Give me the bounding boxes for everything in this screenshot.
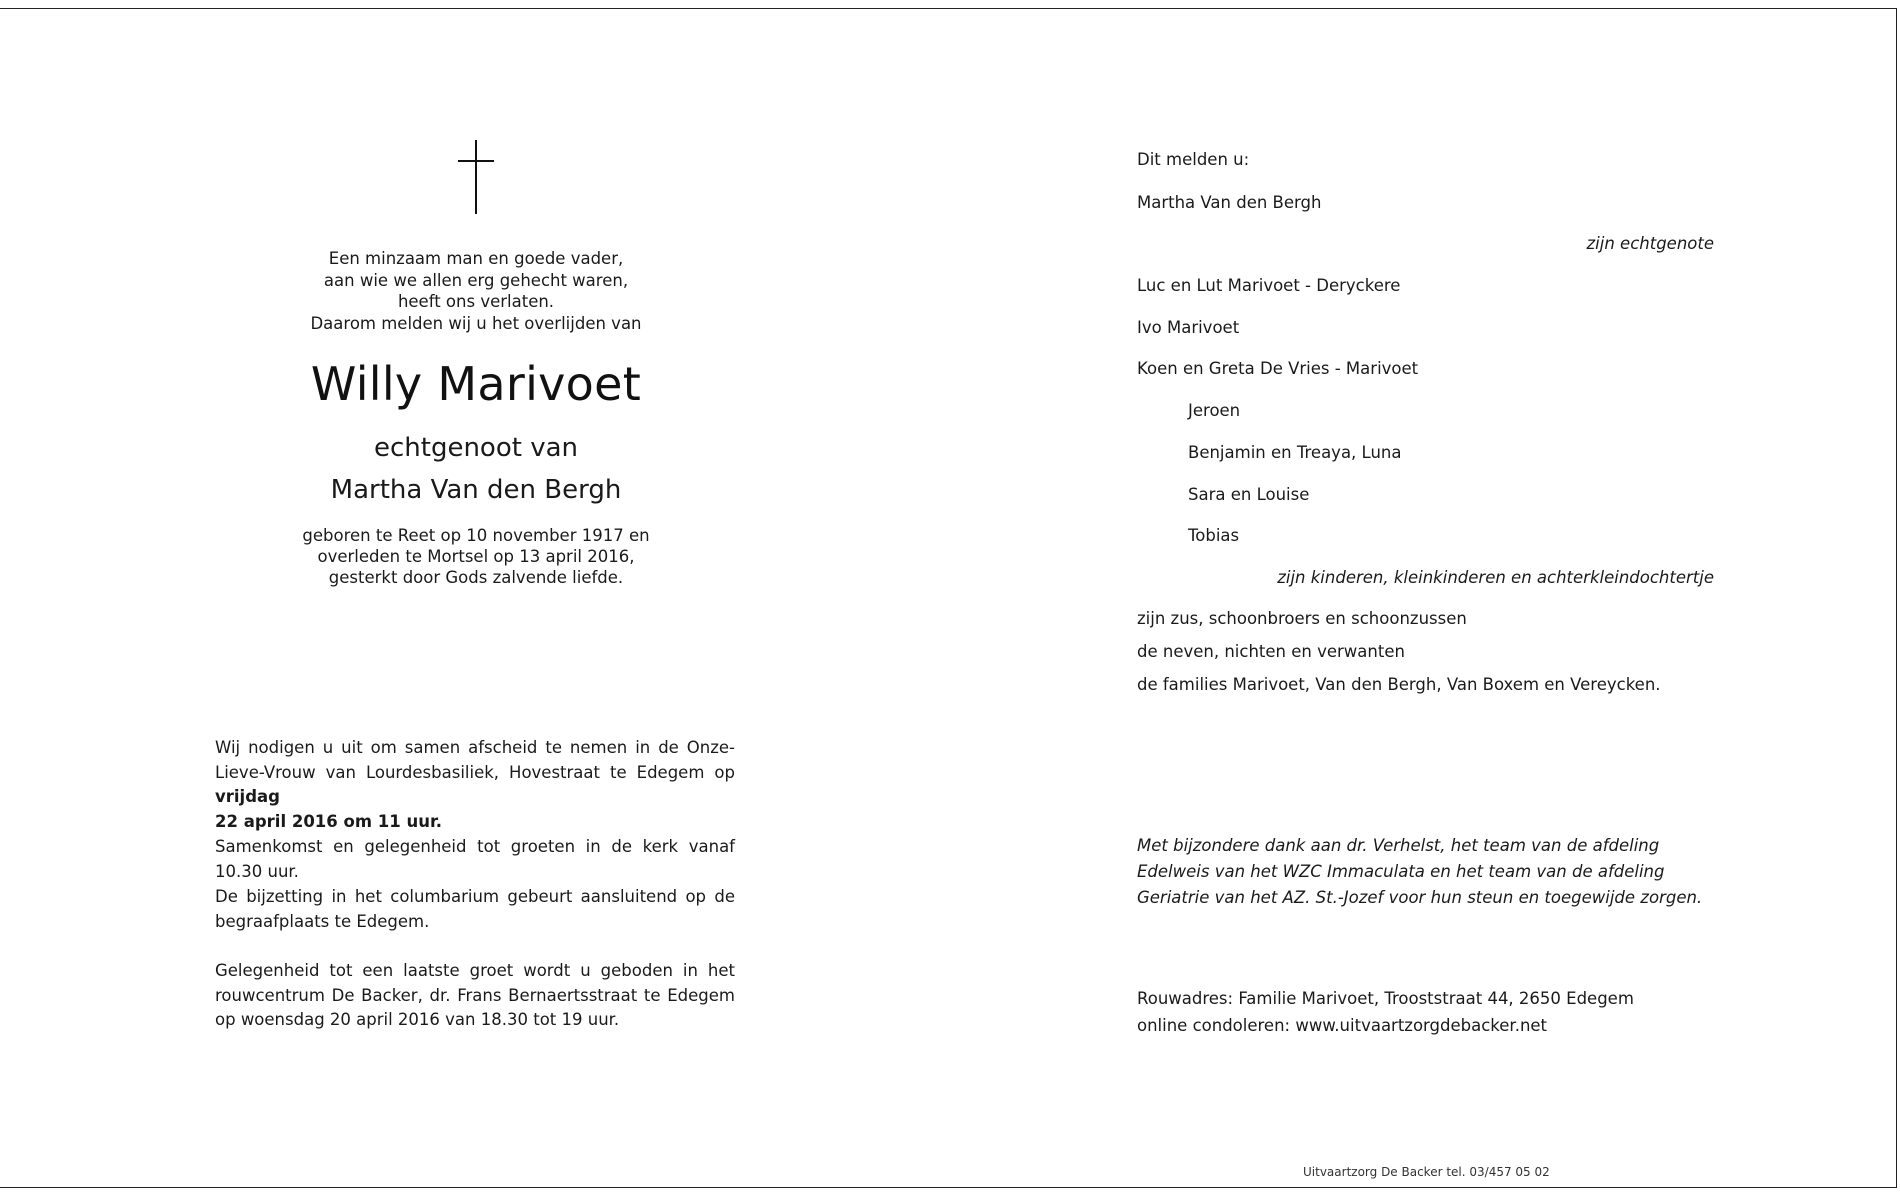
ceremony-day: vrijdag <box>215 787 280 806</box>
ceremony-datetime: 22 april 2016 om 11 uur. <box>215 811 443 831</box>
relatives-line: de neven, nichten en verwanten <box>1137 642 1405 661</box>
date-line: overleden te Mortsel op 13 april 2016, <box>317 547 635 566</box>
date-line: geboren te Reet op 10 november 1917 en <box>302 526 650 545</box>
intro-line: aan wie we allen erg gehecht waren, <box>323 270 629 290</box>
intro-text <box>226 248 726 334</box>
grandchild-line: Sara en Louise <box>1188 485 1310 504</box>
gathering-text: Samenkomst en gelegenheid tot groeten in de kerk vanaf 10.30 uur. <box>215 837 735 881</box>
thanks-text: Met bijzondere dank aan dr. Verhelst, het team van de afdeling Edelweis van het WZC Immaculata en het team van de afdeling Geriatrie van het AZ. St.-Jozef voor hun steun en toegewijde zorgen. <box>1137 836 1703 907</box>
relatives-line: zijn zus, schoonbroers en schoonzussen <box>1137 609 1467 628</box>
ceremony-text: Wij nodigen u uit om samen afscheid te nemen in de Onze-Lieve-Vrouw van Lourdesbasiliek, Hovestraat te Edegem op <box>215 738 735 782</box>
wife-name: Martha Van den Bergh <box>1137 193 1322 212</box>
deceased-name: Willy Marivoet <box>310 357 642 411</box>
grandchild-line: Benjamin en Treaya, Luna <box>1188 443 1402 462</box>
announcers-header: Dit melden u: <box>1137 150 1250 169</box>
wife-role: zijn echtgenote <box>1586 234 1714 253</box>
birth-death-dates <box>226 525 726 588</box>
children-role: zijn kinderen, kleinkinderen en achterkleindochtertje <box>1277 568 1714 587</box>
intro-line: heeft ons verlaten. <box>397 292 555 311</box>
child-line: Koen en Greta De Vries - Marivoet <box>1137 359 1419 378</box>
intro-line: Daarom melden wij u het overlijden van <box>310 313 642 333</box>
burial-text: De bijzetting in het columbarium gebeurt aansluitend op de begraafplaats te Edegem. <box>215 887 735 931</box>
date-line: gesterkt door Gods zalvende liefde. <box>328 568 624 587</box>
footer-funeral-home: Uitvaartzorg De Backer tel. 03/457 05 02 <box>1303 1165 1550 1179</box>
grandchild-line: Tobias <box>1188 526 1240 545</box>
child-line: Ivo Marivoet <box>1137 318 1240 337</box>
child-line: Luc en Lut Marivoet - Deryckere <box>1137 276 1401 295</box>
mourning-address: Rouwadres: Familie Marivoet, Trooststraat 44, 2650 Edegem <box>1137 989 1634 1008</box>
farewell-text: Gelegenheid tot een laatste groet wordt u geboden in het rouwcentrum De Backer, dr. Frans Bernaertsstraat te Edegem op woensdag 20 april 2016 van 18.30 tot 19 uur. <box>215 961 735 1029</box>
grandchild-line: Jeroen <box>1188 401 1241 420</box>
relatives-line: de families Marivoet, Van den Bergh, Van Boxem en Vereycken. <box>1137 675 1661 694</box>
ceremony-invitation <box>215 736 735 834</box>
online-condolences: online condoleren: www.uitvaartzorgdebacker.net <box>1137 1016 1548 1035</box>
spouse-label: echtgenoot van <box>373 433 578 463</box>
intro-line: Een minzaam man en goede vader, <box>328 249 624 268</box>
spouse-name: Martha Van den Bergh <box>330 475 622 505</box>
